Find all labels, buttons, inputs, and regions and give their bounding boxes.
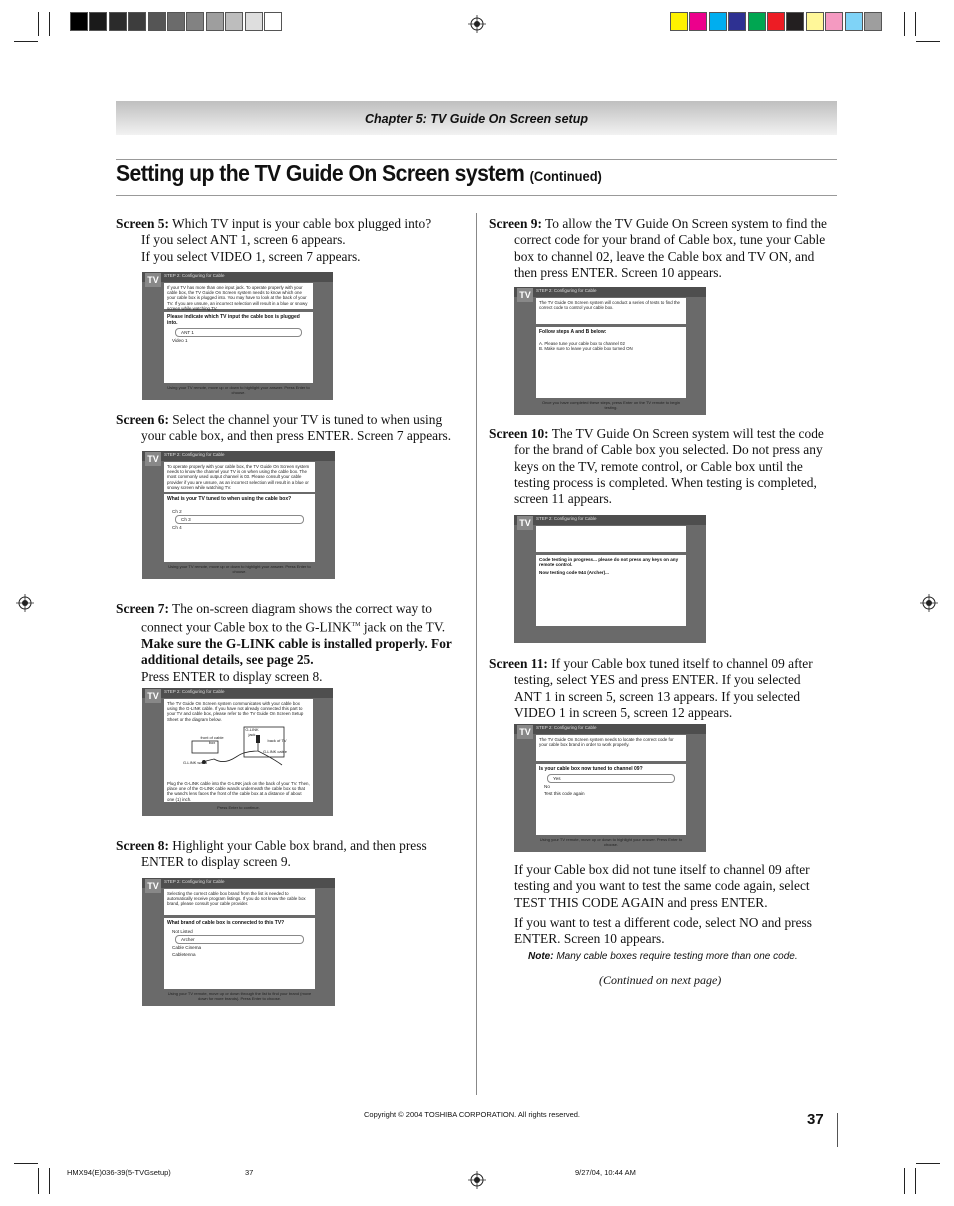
diagram-label: back of TV [267, 738, 287, 743]
tv-footer-text: Press Enter to continue. [217, 805, 260, 810]
body-text: The TV Guide On Screen system will test the code [551, 426, 824, 441]
body-text: testing, select YES and press ENTER. If you selected [514, 672, 801, 688]
tv-screen-7 [142, 688, 333, 816]
color-swatch [748, 12, 766, 31]
crop-mark [38, 12, 39, 36]
tv-step-label: STEP 2: Configuring for Cable [536, 516, 597, 521]
crop-mark [14, 1163, 38, 1164]
crop-mark [49, 12, 50, 36]
tv-option: Ch 2 [172, 509, 182, 514]
tv-question: Is your cable box now tuned to channel 09? [539, 766, 643, 772]
divider [837, 1113, 838, 1147]
body-text: your cable box, and then press ENTER. Screen 7 appears. [141, 428, 452, 444]
tv-info-text: To operate properly with your cable box, the TV Guide On Screen system needs to know the channel your TV is on when using the cable box. The most commonly used output channel is 03. Please consult your cable provider if you are unsure, as an incorrect selection will result in a blue or snowy screen while watching TV. [167, 464, 310, 490]
tv-info-text: If your TV has more than one input jack. To operate properly with your cable box, the TV Guide On Screen system needs to know which one your cable box is plugged into. You may have to look at the back of your TV. If you are unsure, an incorrect selection will result in a blue or snowy screen while watching TV. [167, 285, 308, 311]
file-page: 37 [245, 1168, 254, 1177]
body-text: for the brand of Cable box you selected. Do not press any [514, 442, 823, 458]
chapter-header [116, 101, 837, 135]
tv-guide-logo-icon: TV [145, 689, 161, 703]
body-text: The on-screen diagram shows the correct way to [172, 601, 432, 616]
diagram-label: G-LINK wand [182, 760, 207, 765]
color-swatch [767, 12, 785, 31]
body-text: jack on the TV. [360, 619, 446, 635]
tv-option-selected: ANT 1 [175, 328, 302, 337]
color-swatch [186, 12, 204, 31]
tv-step-label: STEP 2: Configuring for Cable [536, 288, 597, 293]
tv-question: What brand of cable box is connected to this TV? [167, 920, 285, 926]
crop-mark [915, 12, 916, 36]
registration-mark-icon [468, 15, 486, 33]
color-swatch [709, 12, 727, 31]
body-text: correct code for your brand of Cable box, tune your Cable [514, 232, 826, 248]
color-swatch [670, 12, 688, 31]
screen5-text [116, 216, 471, 265]
color-swatch [245, 12, 263, 31]
tv-option: Not Listed [172, 929, 193, 934]
screen-label: Screen 7: [116, 601, 169, 616]
warning-text: additional details, see page 25. [141, 652, 314, 668]
registration-mark-icon [920, 594, 938, 612]
tv-screen-10 [514, 515, 706, 643]
tv-step-label: STEP 2: Configuring for Cable [164, 879, 225, 884]
tv-screen-11 [514, 724, 706, 852]
tv-guide-logo-icon: TV [517, 516, 533, 530]
tv-footer-text: Using your TV remote, move up or down through the list to find your brand (move down for more brands). Press Enter to choose. [167, 991, 312, 1001]
page-title [116, 160, 602, 187]
tv-screen-9 [514, 287, 706, 415]
crop-mark [916, 1163, 940, 1164]
crop-mark [915, 1168, 916, 1194]
tv-status-text: Code testing in progress... please do not press any keys on any remote control. [539, 557, 679, 568]
color-swatch [845, 12, 863, 31]
screen6-text [116, 412, 471, 445]
body-text: then press ENTER. Screen 10 appears. [514, 264, 722, 280]
body-text: If you select VIDEO 1, screen 7 appears. [141, 248, 361, 264]
screen10-text [489, 426, 837, 507]
body-text: TEST THIS CODE AGAIN and press ENTER. [514, 894, 768, 910]
tv-step-a: A. Please tune your cable box to channel 02 [539, 341, 625, 346]
screen-label: Screen 9: [489, 216, 542, 231]
tv-step-label: STEP 2: Configuring for Cable [164, 452, 225, 457]
tv-option: Test this code again [544, 791, 585, 796]
color-swatch [825, 12, 843, 31]
body-text: Which TV input is your cable box plugged into? [172, 216, 432, 231]
tv-footer-text: Using your TV remote, move up or down to highlight your answer. Press Enter to choose. [168, 564, 311, 574]
color-swatch [89, 12, 107, 31]
tv-option-selected: Archer [175, 935, 304, 944]
tv-info-text: Plug the G-LINK cable into the G-LINK jack on the back of your TV. Then, place one of the G-LINK cable wands underneath the cable box so that the wand's lens faces the front of the cable box at a distance of about one (1) inch. [167, 781, 310, 802]
screen11-text [489, 656, 837, 721]
diagram-label: G-LINK jack [245, 727, 259, 737]
tv-guide-logo-icon: TV [145, 452, 161, 466]
tv-step-label: STEP 2: Configuring for Cable [536, 725, 597, 730]
note-text: Many cable boxes require testing more than one code. [556, 951, 798, 962]
divider [116, 195, 837, 196]
body-text: keys on the TV, remote control, or Cable box until the [514, 458, 803, 474]
body-text: box to channel 02, leave the Cable box and TV ON, and [514, 248, 815, 264]
color-swatch [806, 12, 824, 31]
body-text: If your Cable box tuned itself to channel 09 after [551, 656, 813, 671]
color-swatch [225, 12, 243, 31]
tv-question: What is your TV tuned to when using the cable box? [167, 496, 292, 502]
body-text: Highlight your Cable box brand, and then press [172, 838, 427, 853]
tv-option-selected: Ch 3 [175, 515, 304, 524]
page-title-main: Setting up the TV Guide On Screen system [116, 160, 525, 186]
body-text: ENTER. Screen 10 appears. [514, 931, 665, 947]
copyright: Copyright © 2004 TOSHIBA CORPORATION. All rights reserved. [364, 1110, 581, 1119]
tv-info-text: Selecting the correct cable box brand from the list is needed to automatically receive program listings. If you do not know the cable box brand, please consult your cable provider. [167, 891, 306, 907]
diagram-label: G-LINK cable [262, 749, 287, 754]
tv-footer-text: Using your TV remote, move up or down to highlight your answer. Press Enter to choose. [167, 385, 310, 395]
registration-mark-icon [16, 594, 34, 612]
body-text: Select the channel your TV is tuned to when using [172, 412, 443, 427]
page-title-sub: (Continued) [529, 168, 602, 184]
crop-mark [14, 41, 38, 42]
crop-mark [904, 12, 905, 36]
after-screen11-text [514, 862, 837, 947]
body-text: connect your Cable box to the G-LINK [141, 619, 352, 635]
tv-step-label: STEP 2: Configuring for Cable [164, 273, 225, 278]
tv-guide-logo-icon: TV [517, 725, 533, 739]
tv-screen-8 [142, 878, 335, 1006]
tv-option-selected: Yes [547, 774, 675, 783]
color-swatch [109, 12, 127, 31]
chapter-title: Chapter 5: TV Guide On Screen setup [365, 112, 588, 126]
continued-label: (Continued on next page) [599, 973, 722, 987]
body-text: If your Cable box did not tune itself to channel 09 after [514, 862, 810, 877]
file-date: 9/27/04, 10:44 AM [575, 1168, 636, 1177]
color-swatch [167, 12, 185, 31]
tv-info-text: The TV Guide On Screen system will conduct a series of tests to find the correct code to control your cable box. [539, 300, 680, 311]
color-swatch [206, 12, 224, 31]
tv-guide-logo-icon: TV [145, 273, 161, 287]
tv-option: Cable Cinema [172, 945, 202, 950]
tv-option: Video 1 [172, 338, 188, 343]
screen-label: Screen 11: [489, 656, 548, 671]
tv-step-b: B. Make sure to leave your cable box turned ON [539, 346, 633, 352]
body-text: Press ENTER to display screen 8. [141, 668, 323, 684]
page-number: 37 [807, 1111, 824, 1128]
note [528, 951, 798, 962]
crop-mark [916, 41, 940, 42]
color-swatch [728, 12, 746, 31]
body-text: VIDEO 1 in screen 5, screen 12 appears. [514, 704, 733, 720]
screen-label: Screen 8: [116, 838, 169, 853]
color-swatch [864, 12, 882, 31]
tv-question: Please indicate which TV input the cable box is plugged into. [167, 314, 300, 326]
color-swatch [148, 12, 166, 31]
body-text: If you want to test a different code, select NO and press [514, 914, 812, 930]
tv-guide-logo-icon: TV [517, 288, 533, 302]
color-swatch [70, 12, 88, 31]
tv-guide-logo-icon: TV [145, 879, 161, 893]
screen-label: Screen 5: [116, 216, 169, 231]
screen7-text [116, 601, 471, 685]
tv-step-label: STEP 2: Configuring for Cable [164, 689, 225, 694]
screen8-text [116, 838, 471, 871]
screen-label: Screen 10: [489, 426, 549, 441]
color-swatch [264, 12, 282, 31]
tv-testing-code: Now testing code 944 (Archer)... [539, 569, 609, 575]
tv-screen-6 [142, 451, 335, 579]
tv-footer-text: Using your TV remote, move up or down to highlight your answer. Press Enter to choose. [539, 837, 683, 847]
crop-mark [49, 1168, 50, 1194]
tv-info-text: The TV Guide On Screen system needs to locate the correct code for your cable box brand in order to work properly. [539, 737, 674, 748]
crop-mark [38, 1168, 39, 1194]
column-divider [476, 213, 477, 1095]
color-swatch [128, 12, 146, 31]
screen9-text [489, 216, 837, 281]
tv-footer-text: Once you have completed these steps, press Enter on the TV remote to begin testing. [541, 400, 680, 410]
body-text: ANT 1 in screen 5, screen 13 appears. If you selected [514, 688, 801, 704]
registration-mark-icon [468, 1171, 486, 1189]
file-name: HMX94(E)036-39(5-TVGsetup) [67, 1168, 171, 1177]
body-text: ENTER to display screen 9. [141, 854, 291, 870]
tv-option: No [544, 784, 550, 789]
body-text: To allow the TV Guide On Screen system to find the [545, 216, 828, 231]
tv-option: Cabletenna [172, 952, 196, 957]
screen-label: Screen 6: [116, 412, 169, 427]
tv-info-text: The TV Guide On Screen system communicates with your cable box using the G-LINK cable. If you have not already connected this part to your TV and cable box, please refer to the TV Guide On Screen Setup Sheet or the diagram below. [167, 701, 304, 722]
diagram-label: front of cable box [200, 735, 224, 745]
body-text: screen 11 appears. [514, 491, 613, 507]
color-swatch [786, 12, 804, 31]
body-text: If you select ANT 1, screen 6 appears. [141, 232, 346, 248]
crop-mark [904, 1168, 905, 1194]
tv-screen-5 [142, 272, 333, 400]
body-text: testing and you want to test the same code again, select [514, 878, 810, 894]
trademark: TM [351, 622, 361, 629]
color-swatch [689, 12, 707, 31]
body-text: testing process is completed. When testing is completed, [514, 474, 817, 490]
note-label: Note: [528, 951, 554, 962]
tv-question: Follow steps A and B below: [539, 329, 607, 335]
tv-option: Ch 4 [172, 525, 182, 530]
warning-text: Make sure the G-LINK cable is installed properly. For [141, 636, 452, 652]
